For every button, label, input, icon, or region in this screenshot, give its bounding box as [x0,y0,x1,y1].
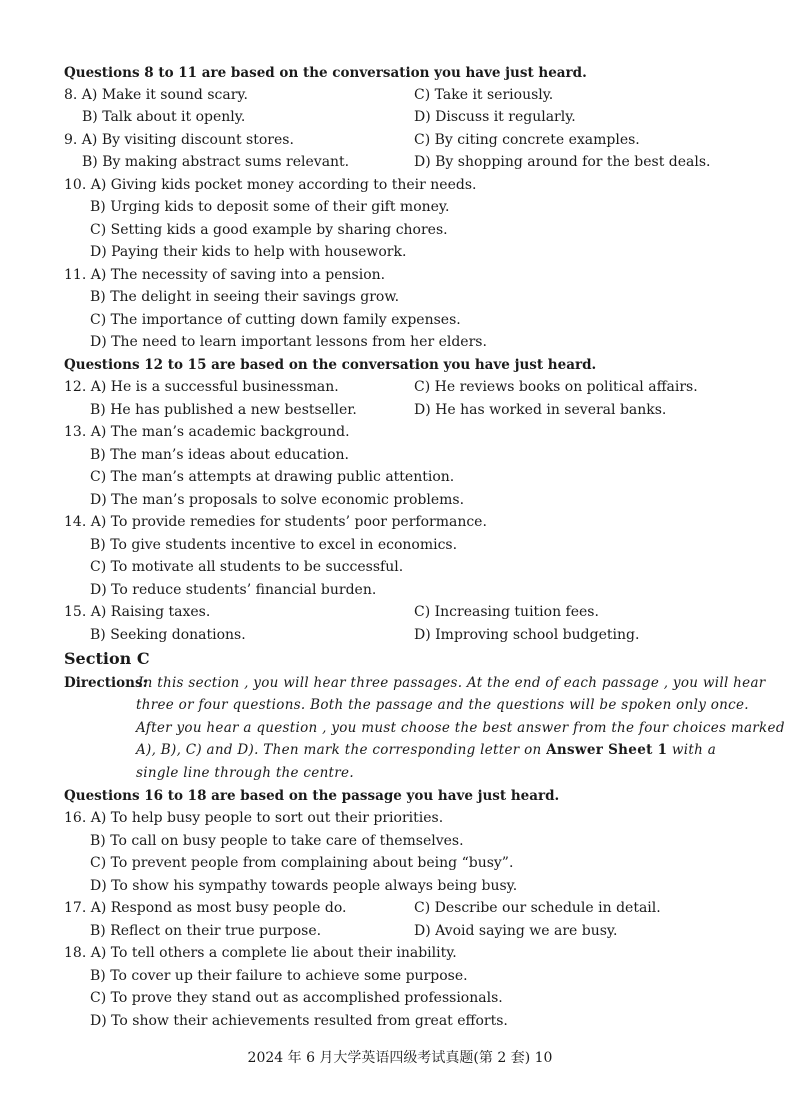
q9-option-d: D) By shopping around for the best deals. [414,154,711,170]
directions-line-2: three or four questions. Both the passage and the questions will be spoken only once. [136,697,749,713]
section-title: Section C [64,649,150,668]
q18-option-b: B) To cover up their failure to achieve some purpose. [90,968,468,984]
q16-option-c: C) To prevent people from complaining about being “busy”. [90,855,514,871]
q16-option-b: B) To call on busy people to take care of themselves. [90,833,464,849]
question-group-header: Questions 8 to 11 are based on the conversation you have just heard. [64,65,587,81]
directions-text: A), B), C) and D). Then mark the corresponding letter on [136,742,547,758]
q11-option-b: B) The delight in seeing their savings grow. [90,289,400,305]
q11-option-a: 11. A) The necessity of saving into a pension. [64,267,386,283]
q9-option-c: C) By citing concrete examples. [414,132,640,148]
q12-option-d: D) He has worked in several banks. [414,402,667,418]
directions-line-5: single line through the centre. [136,765,354,781]
q18-option-d: D) To show their achievements resulted from great efforts. [90,1013,508,1029]
q8-option-d: D) Discuss it regularly. [414,109,576,125]
q15-option-a: 15. A) Raising taxes. [64,604,211,620]
q10-option-c: C) Setting kids a good example by sharing chores. [90,222,448,238]
q15-option-b: B) Seeking donations. [90,627,246,643]
q14-option-c: C) To motivate all students to be successful. [90,559,404,575]
q16-option-a: 16. A) To help busy people to sort out their priorities. [64,810,444,826]
q18-option-a: 18. A) To tell others a complete lie about their inability. [64,945,457,961]
q10-option-a: 10. A) Giving kids pocket money according to their needs. [64,177,477,193]
q13-option-b: B) The man’s ideas about education. [90,447,349,463]
q11-option-d: D) The need to learn important lessons from her elders. [90,334,487,350]
q13-option-d: D) The man’s proposals to solve economic problems. [90,492,465,508]
q18-option-c: C) To prove they stand out as accomplished professionals. [90,990,503,1006]
q14-option-a: 14. A) To provide remedies for students’ poor performance. [64,514,487,530]
q17-option-a: 17. A) Respond as most busy people do. [64,900,347,916]
q14-option-d: D) To reduce students’ financial burden. [90,582,377,598]
q9-option-a: 9. A) By visiting discount stores. [64,132,294,148]
directions-line-3: After you hear a question , you must choose the best answer from the four choices marked [136,720,785,736]
q17-option-d: D) Avoid saying we are busy. [414,923,618,939]
q12-option-a: 12. A) He is a successful businessman. [64,379,339,395]
q14-option-b: B) To give students incentive to excel in economics. [90,537,458,553]
q10-option-d: D) Paying their kids to help with housework. [90,244,407,260]
directions-line-4 [136,739,716,761]
q12-option-c: C) He reviews books on political affairs. [414,379,698,395]
q15-option-c: C) Increasing tuition fees. [414,604,599,620]
directions-text: with a [667,742,717,758]
q17-option-b: B) Reflect on their true purpose. [90,923,322,939]
q10-option-b: B) Urging kids to deposit some of their gift money. [90,199,450,215]
q16-option-d: D) To show his sympathy towards people always being busy. [90,878,518,894]
q8-option-b: B) Talk about it openly. [82,109,246,125]
page-footer: 2024 年 6 月大学英语四级考试真题(第 2 套) 10 [247,1050,553,1066]
q15-option-d: D) Improving school budgeting. [414,627,640,643]
q13-option-a: 13. A) The man’s academic background. [64,424,350,440]
directions-line-1: In this section , you will hear three passages. At the end of each passage , you will hear [138,675,766,691]
q8-option-c: C) Take it seriously. [414,87,554,103]
q17-option-c: C) Describe our schedule in detail. [414,900,661,916]
q11-option-c: C) The importance of cutting down family expenses. [90,312,461,328]
q13-option-c: C) The man’s attempts at drawing public attention. [90,469,455,485]
q12-option-b: B) He has published a new bestseller. [90,402,357,418]
q9-option-b: B) By making abstract sums relevant. [82,154,350,170]
directions-label: Directions: [64,675,148,691]
question-group-header: Questions 12 to 15 are based on the conversation you have just heard. [64,357,597,373]
question-group-header: Questions 16 to 18 are based on the passage you have just heard. [64,788,560,804]
q8-option-a: 8. A) Make it sound scary. [64,87,248,103]
answer-sheet-ref: Answer Sheet 1 [546,742,668,758]
